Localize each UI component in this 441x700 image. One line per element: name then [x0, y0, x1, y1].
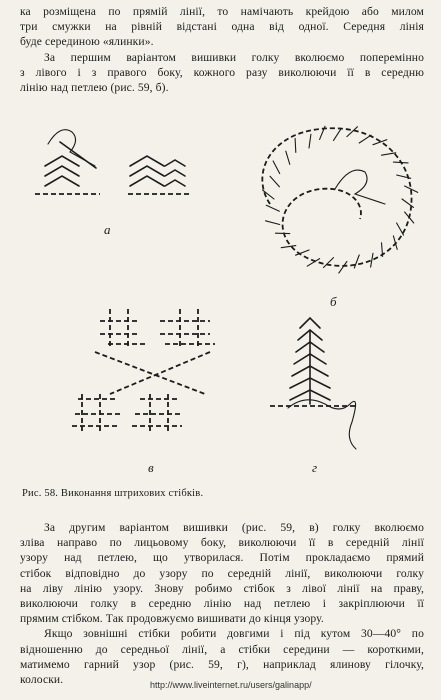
source-url: http://www.liveinternet.ru/users/galinapp/	[150, 680, 312, 690]
fig-a-drawing	[35, 130, 190, 194]
text-line: Якщо зовнішні стібки робити довгими і під кутом 30—40° по	[44, 627, 424, 641]
fig-b-label: б	[330, 294, 337, 309]
spiral-stitch	[359, 135, 371, 143]
spiral-stitch	[286, 151, 290, 164]
spiral-stitch	[397, 223, 404, 235]
spiral-stitch	[273, 161, 280, 174]
text-line: За першим варіантом вишивки голку вколюємо поперемінно	[44, 50, 424, 64]
fig-a-label: а	[104, 222, 111, 237]
spiral-stitch	[309, 134, 311, 148]
text-line: зліва направо по лицьовому боку, виколюючи її в середній лінії	[20, 536, 424, 550]
spiral-stitch	[382, 153, 396, 155]
fig-g-drawing	[270, 318, 356, 449]
text-line: стібок відповідно до узору по середній лінії, виколюючи голку	[20, 566, 424, 580]
fig-v-drawing	[72, 309, 215, 434]
text-line: з лівого і з правого боку, кожного разу виколюючи її в середню	[20, 65, 424, 79]
spiral-stitch	[324, 258, 334, 268]
spiral-stitch	[281, 246, 296, 248]
fig-v-label: в	[148, 460, 154, 475]
spiral-stitch	[354, 255, 359, 268]
spiral-stitch	[334, 129, 342, 141]
text-line: відношенню до середньої лінії, а стібки середини — короткими,	[20, 642, 424, 656]
stitch-illustrations	[0, 104, 441, 484]
text-line: матимемо гарний узор (рис. 59, г), наприклад ялинову гілочку,	[20, 657, 424, 671]
text-line: три смужки на рівній відстані одна від одної. Середня лінія	[20, 20, 424, 34]
text-line: виколюючи голку в середню лінію над петлею і закріплюючи її	[20, 597, 424, 611]
bottom-paragraph	[20, 520, 424, 687]
fig-g-label: г	[312, 460, 318, 475]
text-line: на ліву лінію узору. Знову робимо стібок з лівої лінії на праву,	[20, 581, 424, 595]
text-line: прямим стібком. Так продовжуємо вишивати до кінця узору.	[20, 612, 324, 626]
spiral-stitch	[270, 176, 279, 187]
text-line: узору над петлею, що утворилася. Потім прокладаємо прямий	[20, 551, 424, 565]
spiral-stitch	[266, 205, 279, 211]
figure-caption: Рис. 58. Виконання штрихових стібків.	[22, 488, 204, 499]
text-line: буде серединою «ялинки».	[20, 35, 154, 49]
spiral-stitch	[371, 253, 373, 267]
spiral-stitch	[393, 162, 408, 163]
spiral-stitch	[339, 261, 347, 273]
text-line: колоски.	[20, 673, 64, 687]
text-line: лінію над петлею (рис. 59, б).	[20, 81, 169, 95]
top-paragraph	[20, 4, 424, 95]
figure-58	[0, 104, 441, 484]
spiral-stitch	[266, 221, 280, 225]
fig-b-drawing	[262, 126, 417, 273]
spiral-stitch	[295, 138, 296, 152]
text-line: За другим варіантом вишивки (рис. 59, в) голку вколюємо	[44, 521, 424, 534]
text-line: ка розміщена по прямій лінії, то намічають крейдою або милом	[20, 5, 424, 18]
